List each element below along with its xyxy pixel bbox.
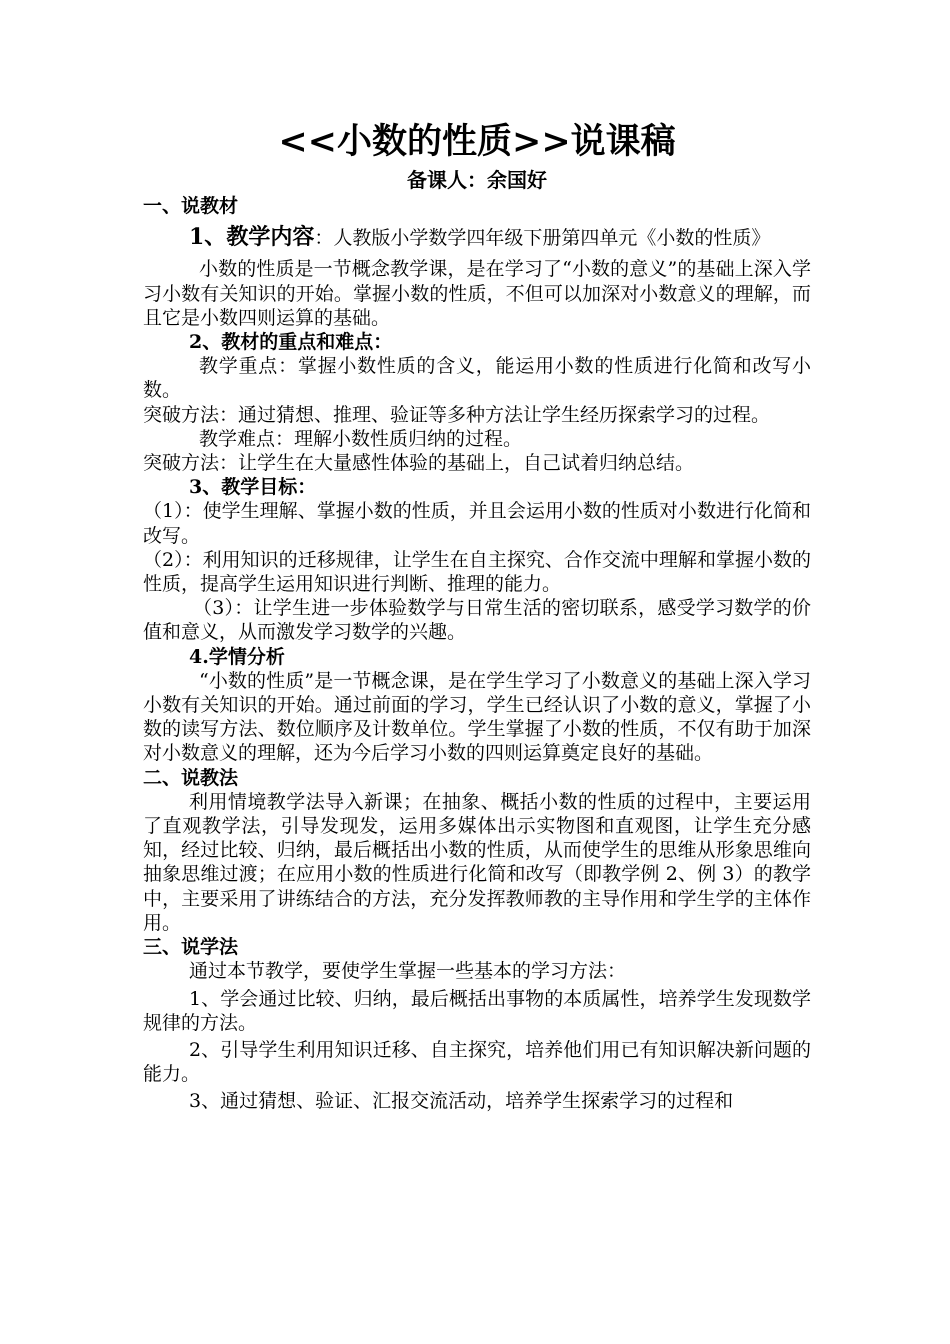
teaching-content-paragraph: [143, 225, 811, 250]
item4-heading: 4.学情分析: [189, 645, 285, 668]
section-heading-textbook: 一、说教材: [143, 195, 239, 217]
learning-methods-intro: 通过本节教学，要使学生掌握一些基本的学习方法：: [189, 960, 627, 983]
goal-2: （2）：利用知识的迁移规律，让学生在自主探究、合作交流中理解和掌握小数的性质，提高学生运用知识进行判断、推理的能力。: [143, 548, 811, 596]
key-point: 教学重点：掌握小数性质的含义，能运用小数的性质进行化简和改写小数。: [143, 355, 811, 402]
section-heading-methods: 二、说教法: [143, 766, 239, 789]
item1-text: ：人教版小学数学四年级下册第四单元《小数的性质》: [314, 227, 771, 250]
item3-heading: 3、教学目标：: [189, 476, 317, 499]
goal-3: （3）：让学生进一步体验数学与日常生活的密切联系，感受学习数学的价值和意义，从而激发学习数学的兴趣。: [143, 597, 811, 644]
learning-method-1: 1、学会通过比较、归纳，最后概括出事物的本质属性，培养学生发现数学规律的方法。: [143, 987, 811, 1034]
document-title: <<小数的性质>>说课稿: [278, 121, 676, 162]
author-line: 备课人：余国好: [407, 168, 547, 192]
section-heading-learning: 三、说学法: [143, 936, 239, 959]
teaching-methods-paragraph: 利用情境教学法导入新课；在抽象、概括小数的性质的过程中，主要运用了直观教学法，引导发现发，运用多媒体出示实物图和直观图，让学生充分感知，经过比较、归纳，最后概括出小数的性质，从而使学生的思维从形象思维向抽象思维过渡；在应用小数的性质进行化简和改写（即教学例 2、例 3）的教学中，主要采用了讲练结合的方法，充分发挥教师教的主导作用和学生学的主体作用。: [143, 790, 811, 934]
difficult-point: 教学难点：理解小数性质归纳的过程。: [199, 427, 523, 450]
learner-analysis: “小数的性质”是一节概念课，是在学生学习了小数意义的基础上深入学习小数有关知识的开始。通过前面的学习，学生已经认识了小数的意义，掌握了小数的读写方法、数位顺序及计数单位。学生掌握了小数的性质，不仅有助于加深对小数意义的理解，还为今后学习小数的四则运算奠定良好的基础。: [143, 669, 811, 765]
learning-method-3: 3、通过猜想、验证、汇报交流活动，培养学生探索学习的过程和: [189, 1090, 734, 1113]
item2-heading: 2、教材的重点和难点：: [189, 331, 393, 354]
goal-1: （1）：使学生理解、掌握小数的性质，并且会运用小数的性质对小数进行化简和改写。: [143, 500, 811, 547]
difficult-point-method: 突破方法：让学生在大量感性体验的基础上，自己试着归纳总结。: [143, 452, 695, 475]
document-body: [143, 118, 811, 1114]
key-point-method: 突破方法：通过猜想、推理、验证等多种方法让学生经历探索学习的过程。: [143, 403, 771, 426]
learning-method-2: 2、引导学生利用知识迁移、自主探究，培养他们用已有知识解决新问题的能力。: [143, 1038, 811, 1086]
item1-number: 1、: [189, 224, 227, 251]
item1-label: 教学内容: [226, 224, 315, 251]
textbook-paragraph: 小数的性质是一节概念教学课，是在学习了“小数的意义”的基础上深入学习小数有关知识的开始。掌握小数的性质，不但可以加深对小数意义的理解，而且它是小数四则运算的基础。: [143, 258, 811, 329]
